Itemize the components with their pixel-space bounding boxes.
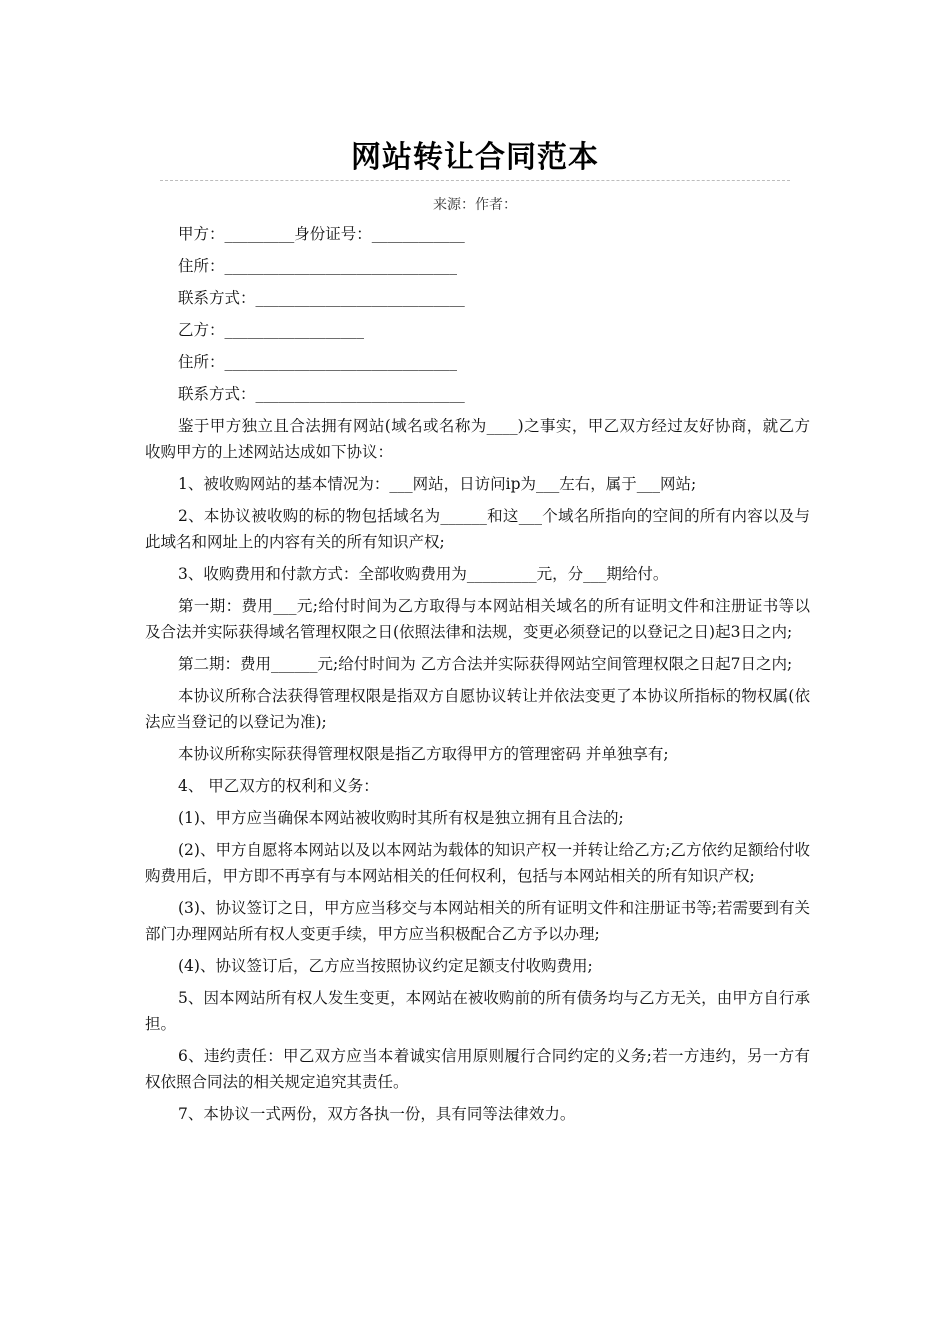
clause-4-item-4: (4)、协议签订后，乙方应当按照协议约定足额支付收购费用; bbox=[178, 957, 593, 975]
clause-4-item-3: (3)、协议签订之日，甲方应当移交与本网站相关的所有证明文件和注册证书等;若需要到有关部门办理网站所有权人变更手续，甲方应当积极配合乙方予以办理; bbox=[145, 899, 810, 943]
clause-4-item-2: (2)、甲方自愿将本网站以及以本网站为载体的知识产权一并转让给乙方;乙方依约足额给付收购费用后，甲方即不再享有与本网站相关的任何权利，包括与本网站相关的所有知识产权; bbox=[145, 841, 810, 885]
party-a-contact-line: 联系方式：___________________________ bbox=[178, 289, 465, 307]
definition-legal-rights: 本协议所称合法获得管理权限是指双方自愿协议转让并依法变更了本协议所指标的物权属(依法应当登记的以登记为准); bbox=[145, 687, 810, 731]
source-line: 来源：作者： bbox=[433, 197, 517, 213]
preamble-paragraph: 鉴于甲方独立且合法拥有网站(域名或名称为____)之事实，甲乙双方经过友好协商，就乙方收购甲方的上述网站达成如下协议： bbox=[145, 417, 810, 461]
payment-phase-2: 第二期：费用______元;给付时间为 乙方合法并实际获得网站空间管理权限之日起7日之内; bbox=[178, 655, 793, 673]
clause-5: 5、因本网站所有权人发生变更，本网站在被收购前的所有债务均与乙方无关，由甲方自行承担。 bbox=[145, 989, 810, 1033]
clause-4: 4、 甲乙双方的权利和义务： bbox=[178, 777, 379, 795]
clause-4-item-1: (1)、甲方应当确保本网站被收购时其所有权是独立拥有且合法的; bbox=[178, 809, 624, 827]
definition-actual-rights: 本协议所称实际获得管理权限是指乙方取得甲方的管理密码 并单独享有; bbox=[178, 745, 669, 763]
clause-6: 6、违约责任：甲乙双方应当本着诚实信用原则履行合同约定的义务;若一方违约，另一方有权依照合同法的相关规定追究其责任。 bbox=[145, 1047, 810, 1091]
payment-phase-1: 第一期：费用___元;给付时间为乙方取得与本网站相关域名的所有证明文件和注册证书等以及合法并实际获得域名管理权限之日(依照法律和法规，变更必须登记的以登记之日)起3日之内; bbox=[145, 597, 810, 641]
document-title: 网站转让合同范本 bbox=[351, 140, 599, 175]
party-b-address-line: 住所：______________________________ bbox=[178, 353, 458, 371]
party-b-contact-line: 联系方式：___________________________ bbox=[178, 385, 465, 403]
clause-7: 7、本协议一式两份，双方各执一份，具有同等法律效力。 bbox=[178, 1105, 576, 1123]
party-a-line: 甲方：_________身份证号：____________ bbox=[178, 225, 465, 243]
clause-1: 1、被收购网站的基本情况为：___网站，日访问ip为___左右，属于___网站; bbox=[178, 475, 697, 493]
title-divider bbox=[160, 180, 790, 181]
clause-3: 3、收购费用和付款方式：全部收购费用为_________元，分___期给付。 bbox=[178, 565, 669, 583]
party-b-line: 乙方：__________________ bbox=[178, 321, 365, 339]
clause-2: 2、本协议被收购的标的物包括域名为______和这___个域名所指向的空间的所有内容以及与此域名和网址上的内容有关的所有知识产权; bbox=[145, 507, 810, 551]
party-a-address-line: 住所：______________________________ bbox=[178, 257, 458, 275]
contract-body bbox=[145, 221, 810, 1133]
